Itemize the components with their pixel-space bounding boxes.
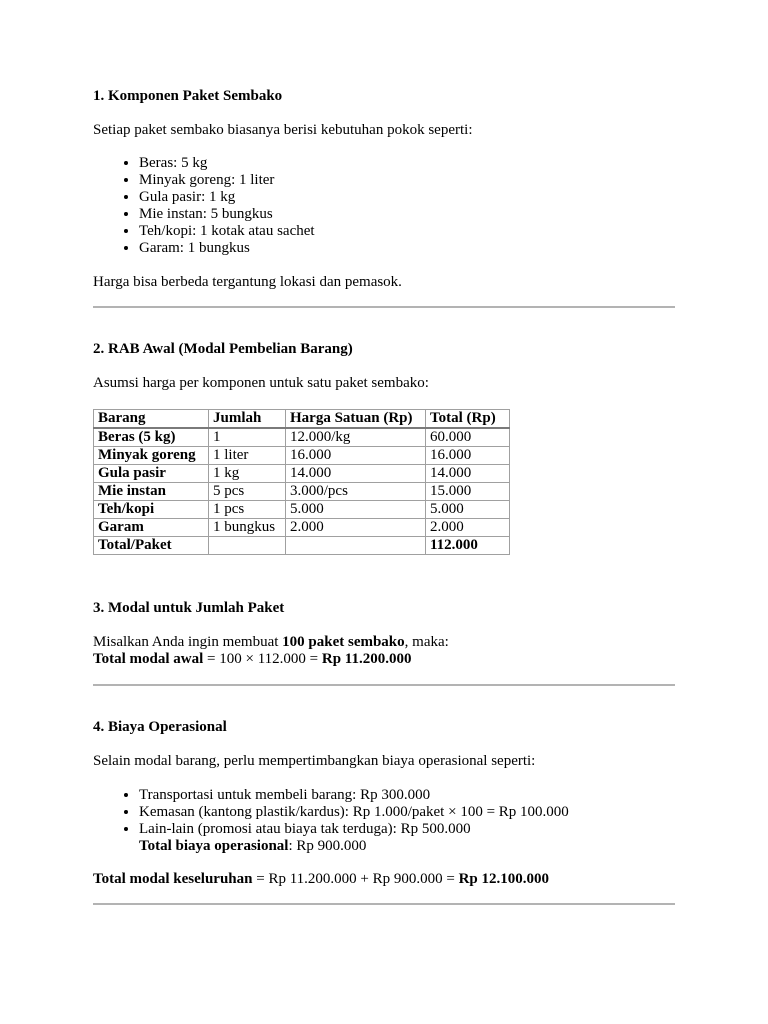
section3-text (93, 634, 449, 668)
list-item: • Beras: 5 kg (139, 155, 315, 172)
section2-intro: Asumsi harga per komponen untuk satu paket sembako: (93, 375, 429, 391)
grand-formula: = Rp 11.200.000 + Rp 900.000 = (252, 871, 459, 887)
grand-result: Rp 12.100.000 (458, 871, 550, 887)
line1-pre: Misalkan Anda ingin membuat (93, 634, 283, 650)
cell-jumlah: 1 pcs (209, 501, 286, 519)
grand-label: Total modal keseluruhan (93, 871, 253, 887)
cell-harga: 3.000/pcs (286, 483, 426, 501)
cell-total: 5.000 (426, 501, 510, 519)
list-item (139, 821, 569, 855)
cell-total-label: Total/Paket (94, 537, 209, 555)
operational-subtotal (139, 838, 569, 855)
cell-harga: 2.000 (286, 519, 426, 537)
cell-total: 16.000 (426, 447, 510, 465)
table-row (94, 428, 510, 447)
header-harga-satuan: Harga Satuan (Rp) (286, 410, 426, 429)
table-row (94, 447, 510, 465)
list-item: • Garam: 1 bungkus (139, 240, 315, 257)
rab-table (93, 409, 510, 555)
list-item: • Gula pasir: 1 kg (139, 189, 315, 206)
cell-total-value: 112.000 (426, 537, 510, 555)
section4-list (93, 787, 569, 855)
section1-list (93, 155, 315, 257)
header-total: Total (Rp) (426, 410, 510, 429)
header-barang: Barang (94, 410, 209, 429)
line2-formula: = 100 × 112.000 = (203, 651, 322, 667)
list-item: • Kemasan (kantong plastik/kardus): Rp 1.000/paket × 100 = Rp 100.000 (139, 804, 569, 821)
list-item: • Teh/kopi: 1 kotak atau sachet (139, 223, 315, 240)
subtotal-label: Total biaya operasional (139, 838, 289, 854)
cell-jumlah: 1 kg (209, 465, 286, 483)
cell-harga: 12.000/kg (286, 428, 426, 447)
line2-label: Total modal awal (93, 651, 204, 667)
cell-total: 15.000 (426, 483, 510, 501)
line1-post: , maka: (404, 634, 449, 650)
section1-heading: 1. Komponen Paket Sembako (93, 88, 283, 104)
cell-harga: 16.000 (286, 447, 426, 465)
list-item: • Transportasi untuk membeli barang: Rp 300.000 (139, 787, 569, 804)
cell-total: 60.000 (426, 428, 510, 447)
list-item-text: Lain-lain (promosi atau biaya tak terduga): Rp 500.000 (139, 821, 471, 837)
table-row (94, 483, 510, 501)
table-total-row (94, 537, 510, 555)
table-row (94, 501, 510, 519)
cell-harga: 5.000 (286, 501, 426, 519)
table-header-row (94, 410, 510, 429)
divider (93, 306, 675, 308)
section3-heading: 3. Modal untuk Jumlah Paket (93, 600, 285, 616)
grand-total-line (93, 871, 549, 888)
section4-intro: Selain modal barang, perlu mempertimbangkan biaya operasional seperti: (93, 753, 536, 769)
cell-barang: Gula pasir (94, 465, 209, 483)
divider (93, 684, 675, 686)
cell-jumlah: 1 liter (209, 447, 286, 465)
table-row (94, 519, 510, 537)
cell-barang: Garam (94, 519, 209, 537)
cell-barang: Mie instan (94, 483, 209, 501)
subtotal-value: : Rp 900.000 (288, 838, 367, 854)
section1-note: Harga bisa berbeda tergantung lokasi dan pemasok. (93, 274, 402, 290)
line1-bold: 100 paket sembako (282, 634, 405, 650)
cell-jumlah: 1 bungkus (209, 519, 286, 537)
cell-total: 14.000 (426, 465, 510, 483)
table-row (94, 465, 510, 483)
list-item: • Mie instan: 5 bungkus (139, 206, 315, 223)
line2-result: Rp 11.200.000 (321, 651, 412, 667)
section2-heading: 2. RAB Awal (Modal Pembelian Barang) (93, 341, 353, 357)
section3-line1 (93, 634, 449, 651)
header-jumlah: Jumlah (209, 410, 286, 429)
cell-barang: Beras (5 kg) (94, 428, 209, 447)
cell-barang: Teh/kopi (94, 501, 209, 519)
section3-line2 (93, 651, 449, 668)
section1-intro: Setiap paket sembako biasanya berisi kebutuhan pokok seperti: (93, 122, 473, 138)
cell-empty (286, 537, 426, 555)
list-item: • Minyak goreng: 1 liter (139, 172, 315, 189)
section4-heading: 4. Biaya Operasional (93, 719, 227, 735)
cell-jumlah: 1 (209, 428, 286, 447)
cell-empty (209, 537, 286, 555)
cell-total: 2.000 (426, 519, 510, 537)
divider (93, 903, 675, 905)
cell-barang: Minyak goreng (94, 447, 209, 465)
cell-jumlah: 5 pcs (209, 483, 286, 501)
cell-harga: 14.000 (286, 465, 426, 483)
